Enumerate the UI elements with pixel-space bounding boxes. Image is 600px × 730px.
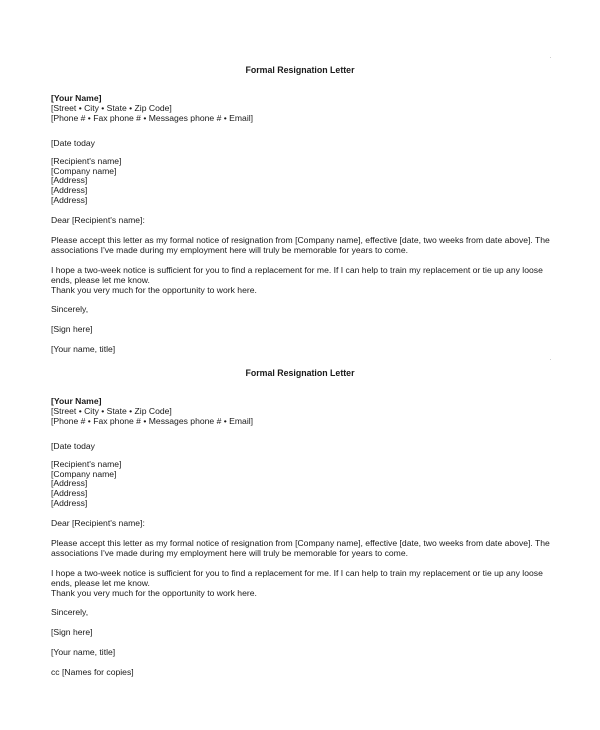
body-paragraph: Please accept this letter as my formal notice of resignation from [Company name], effective [date, two weeks from date above]. The associations I've made during my employment here will truly be memorable for years to come. <box>51 235 550 255</box>
recipient-address: [Address] <box>51 175 88 186</box>
body-paragraph: Thank you very much for the opportunity to work here. <box>51 588 257 598</box>
recipient-company: [Company name] <box>51 468 117 479</box>
letter-title: Formal Resignation Letter <box>245 368 355 378</box>
salutation: Dear [Recipient's name]: <box>51 215 145 225</box>
closing: Sincerely, <box>51 304 89 314</box>
letter-date: [Date today <box>51 138 95 148</box>
recipient-address: [Address] <box>51 185 88 196</box>
body-paragraph: Thank you very much for the opportunity to work here. <box>51 285 257 295</box>
recipient-address: [Address] <box>51 194 88 205</box>
recipient-block <box>51 157 121 206</box>
sender-name: [Your Name] <box>51 93 102 103</box>
body-paragraph: I hope a two-week notice is sufficient for you to find a replacement for me. If I can help to train my replacement or tie up any loose ends, please let me know. <box>51 265 543 285</box>
recipient-name: [Recipient's name] <box>51 156 122 166</box>
recipient-address: [Address] <box>51 497 88 508</box>
body-paragraph: Please accept this letter as my formal notice of resignation from [Company name], effective [date, two weeks from date above]. The associations I've made during my employment here will truly be memorable for years to come. <box>51 538 550 558</box>
signature-placeholder: [Sign here] <box>51 324 93 334</box>
letter-title: Formal Resignation Letter <box>245 65 355 75</box>
signature-placeholder: [Sign here] <box>51 627 93 637</box>
recipient-name: [Recipient's name] <box>51 459 122 469</box>
sender-contact: [Phone # • Fax phone # • Messages phone # • Email] <box>51 416 254 426</box>
page-mark <box>550 57 551 58</box>
sender-address: [Street • City • State • Zip Code] <box>51 406 172 416</box>
cc-line: cc [Names for copies] <box>51 667 134 677</box>
salutation: Dear [Recipient's name]: <box>51 518 145 528</box>
recipient-address: [Address] <box>51 488 88 499</box>
recipient-address: [Address] <box>51 478 88 489</box>
sender-name: [Your Name] <box>51 396 102 406</box>
closing: Sincerely, <box>51 607 89 617</box>
sender-contact: [Phone # • Fax phone # • Messages phone # • Email] <box>51 113 254 123</box>
page-mark <box>550 359 551 360</box>
recipient-company: [Company name] <box>51 165 117 176</box>
letter-date: [Date today <box>51 441 95 451</box>
name-title: [Your name, title] <box>51 344 116 354</box>
name-title: [Your name, title] <box>51 647 116 657</box>
body-paragraph: I hope a two-week notice is sufficient for you to find a replacement for me. If I can help to train my replacement or tie up any loose ends, please let me know. <box>51 568 543 588</box>
sender-address: [Street • City • State • Zip Code] <box>51 103 172 113</box>
recipient-block <box>51 460 121 509</box>
